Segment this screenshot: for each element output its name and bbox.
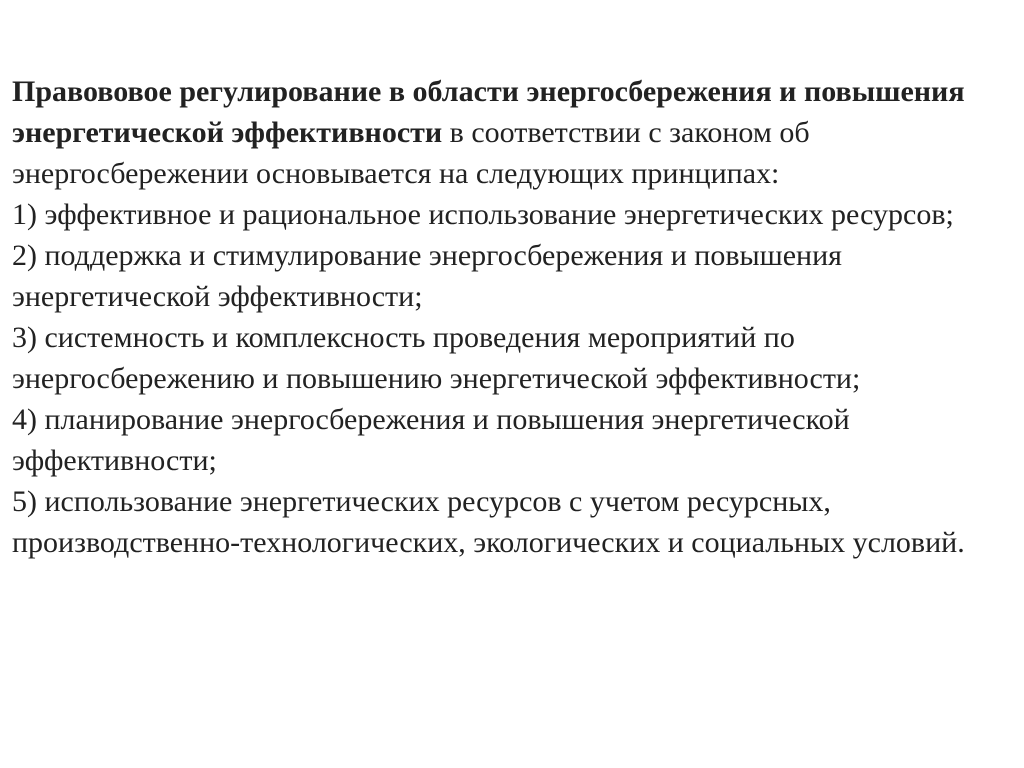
principle-item-3: 3) системность и комплексность проведения мероприятий по энергосбережению и повышению энергетической эффективности; bbox=[12, 321, 861, 395]
intro-paragraph bbox=[12, 71, 1012, 194]
intro-bold-heading: Правововое регулирование в области энергосбережения и повышения энергетической эффективности bbox=[12, 75, 965, 149]
principle-item-4: 4) планирование энергосбережения и повышения энергетической эффективности; bbox=[12, 403, 850, 477]
principles-list bbox=[12, 194, 1012, 563]
principle-item-2: 2) поддержка и стимулирование энергосбережения и повышения энергетической эффективности; bbox=[12, 239, 842, 313]
slide-text bbox=[12, 71, 1012, 563]
principle-item-5: 5) использование энергетических ресурсов с учетом ресурсных, производственно-технологических, экологических и социальных условий. bbox=[12, 485, 965, 559]
principle-item-1: 1) эффективное и рациональное использование энергетических ресурсов; bbox=[12, 198, 954, 231]
intro-text: в соответствии с законом об энергосбережении основывается на следующих принципах: bbox=[12, 116, 810, 190]
